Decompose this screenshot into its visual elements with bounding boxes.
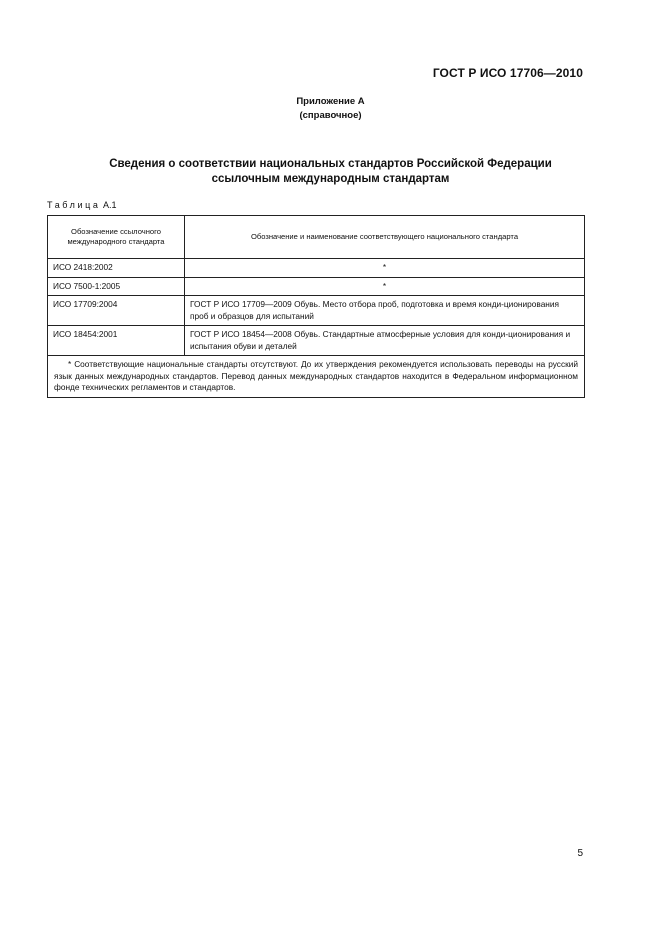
annex-subtitle: (справочное) [299, 110, 362, 121]
header-ref-standard: Обозначение ссылочного международного стандарта [48, 216, 185, 259]
national-standard-cell: * [185, 277, 585, 296]
document-number: ГОСТ Р ИСО 17706—2010 [432, 66, 583, 80]
table-row [48, 277, 585, 296]
correspondence-table [47, 215, 585, 398]
table-caption [47, 200, 117, 210]
annex-heading [0, 95, 661, 123]
annex-title: Приложение А [296, 96, 365, 107]
ref-standard-cell: ИСО 2418:2002 [48, 259, 185, 278]
ref-standard-cell: ИСО 18454:2001 [48, 326, 185, 356]
table-row [48, 326, 585, 356]
national-standard-cell: * [185, 259, 585, 278]
table-caption-number: А.1 [103, 200, 117, 210]
table-footnote-row [48, 356, 585, 398]
ref-standard-cell: ИСО 17709:2004 [48, 296, 185, 326]
header-national-standard: Обозначение и наименование соответствующего национального стандарта [185, 216, 585, 259]
section-title [60, 157, 601, 187]
section-title-line-2: ссылочным международным стандартам [211, 173, 450, 185]
table-row [48, 296, 585, 326]
table-row [48, 259, 585, 278]
national-standard-cell: ГОСТ Р ИСО 18454—2008 Обувь. Стандартные атмосферные условия для конди-ционирования и испытания обуви и деталей [185, 326, 585, 356]
footnote-text: * Соответствующие национальные стандарты отсутствуют. До их утверждения рекомендуется использовать переводы на русский язык данных международных стандартов. Перевод данных международных стандартов находится в Федеральном информационном фонде технических регламентов и стандартов. [54, 359, 578, 392]
page-number: 5 [577, 848, 583, 859]
table-caption-word: Таблица [47, 200, 101, 210]
table-footnote [48, 356, 585, 398]
section-title-line-1: Сведения о соответствии национальных стандартов Российской Федерации [109, 158, 552, 170]
ref-standard-cell: ИСО 7500-1:2005 [48, 277, 185, 296]
national-standard-cell: ГОСТ Р ИСО 17709—2009 Обувь. Место отбора проб, подготовка и время конди-ционирования проб и образцов для испытаний [185, 296, 585, 326]
table-header-row [48, 216, 585, 259]
